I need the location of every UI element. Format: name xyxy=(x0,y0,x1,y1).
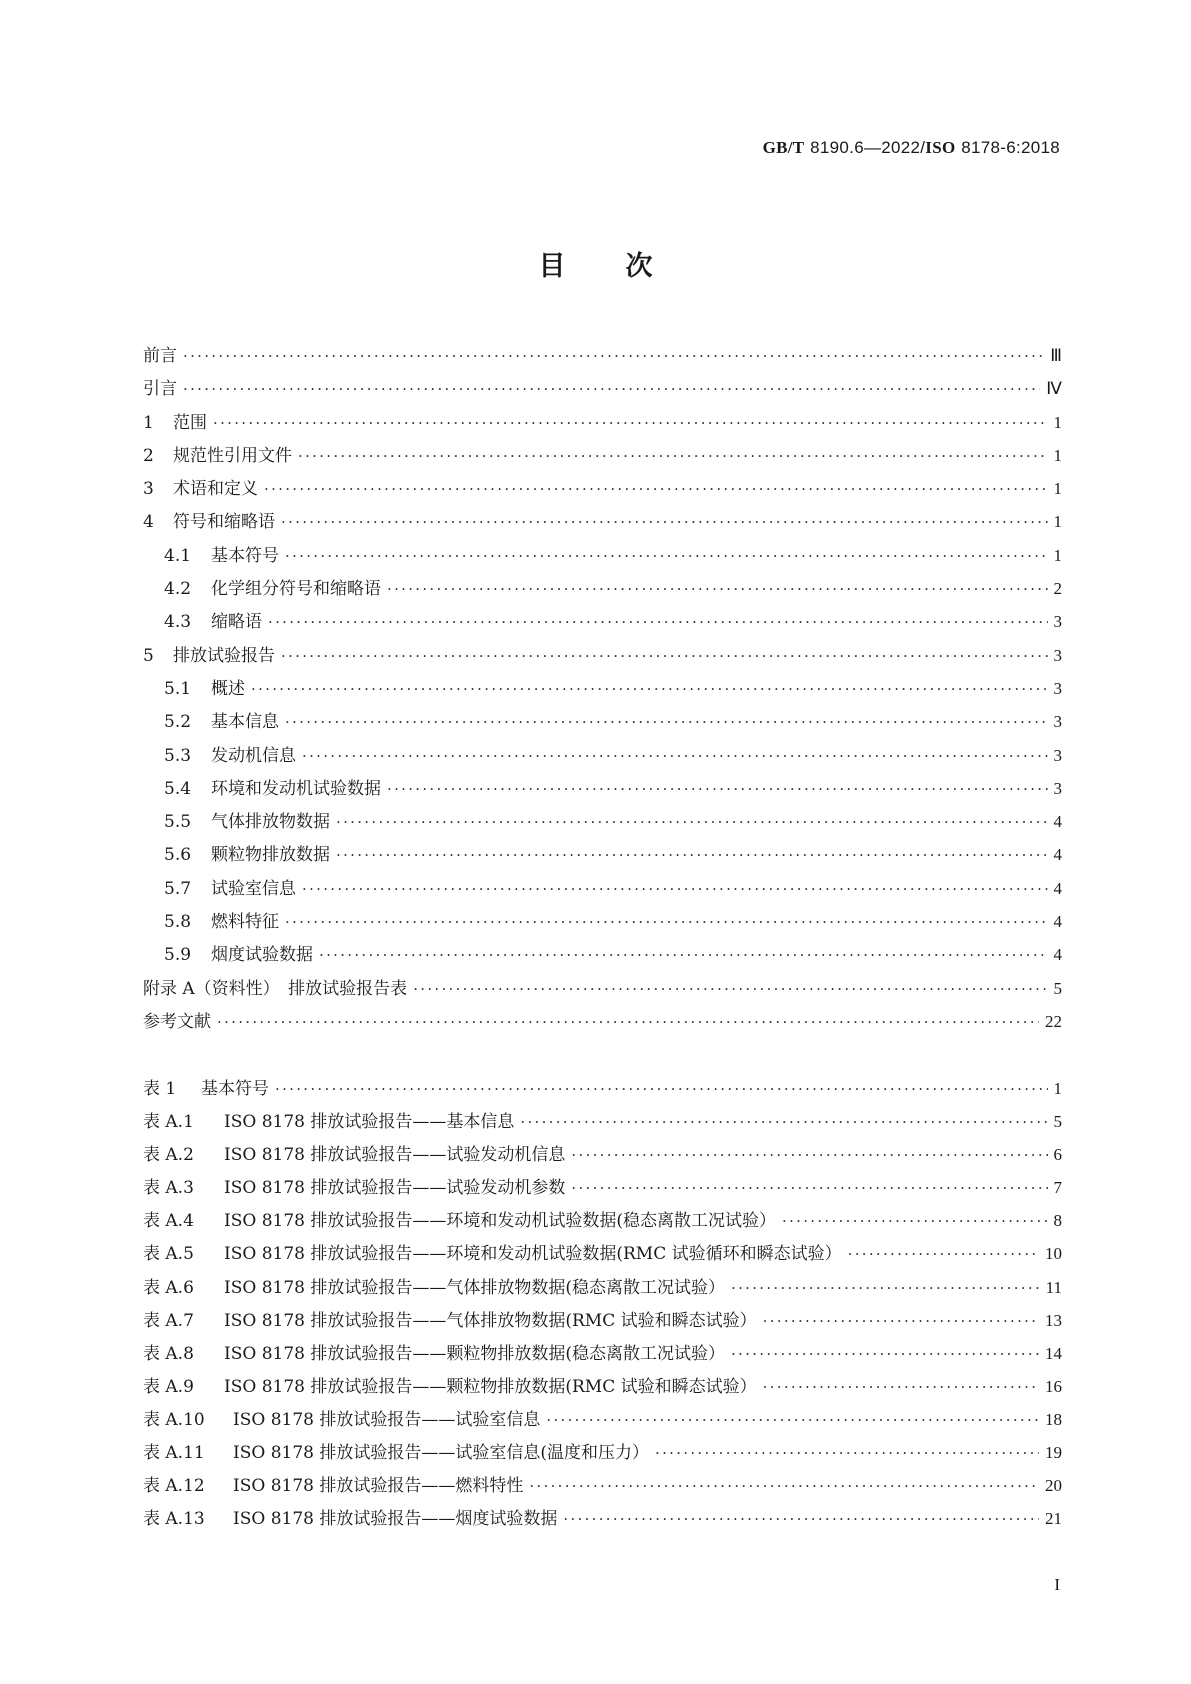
toc-entry[interactable] xyxy=(143,605,1062,638)
toc-entry-label: ISO 8178 排放试验报告——烟度试验数据 xyxy=(233,1509,558,1530)
toc-entry-number: 表 A.13 xyxy=(143,1509,205,1530)
toc-tables-list xyxy=(143,1072,1062,1535)
toc-entry[interactable] xyxy=(143,639,1062,672)
toc-entry-label: 排放试验报告 xyxy=(173,645,275,666)
leader-dots xyxy=(655,1437,1039,1470)
toc-entry[interactable] xyxy=(143,1469,1062,1502)
toc-entry-label: ISO 8178 排放试验报告——试验发动机信息 xyxy=(224,1145,566,1166)
toc-entry[interactable] xyxy=(143,805,1062,838)
leader-dots xyxy=(571,1139,1047,1172)
toc-main-list xyxy=(143,339,1062,1038)
toc-entry-label: 颗粒物排放数据 xyxy=(211,845,330,866)
toc-entry-label: ISO 8178 排放试验报告——颗粒物排放数据(稳态离散工况试验） xyxy=(224,1343,726,1364)
toc-entry-number: 表 A.7 xyxy=(143,1310,194,1331)
toc-entry-page: 1 xyxy=(1053,1079,1062,1098)
toc-entry-number: 表 A.6 xyxy=(143,1277,194,1298)
toc-entry-page: 1 xyxy=(1053,445,1062,465)
toc-entry[interactable] xyxy=(143,1204,1062,1237)
toc-entry[interactable] xyxy=(143,905,1062,938)
toc-entry[interactable] xyxy=(143,1171,1062,1204)
leader-dots xyxy=(546,1404,1039,1437)
toc-entry-page: 4 xyxy=(1053,945,1062,965)
toc-entry-label: ISO 8178 排放试验报告——气体排放物数据(RMC 试验和瞬态试验） xyxy=(224,1310,757,1331)
toc-entry-number: 5.4 xyxy=(164,778,192,799)
leader-dots xyxy=(285,706,1048,739)
toc-entry-page: 19 xyxy=(1045,1443,1062,1463)
toc-entry-number: 5.2 xyxy=(164,712,192,733)
leader-dots xyxy=(213,407,1048,440)
toc-entry-page: 21 xyxy=(1045,1509,1062,1529)
toc-entry[interactable] xyxy=(143,739,1062,772)
leader-dots xyxy=(731,1272,1040,1305)
toc-entry-page: 4 xyxy=(1053,878,1062,898)
toc-entry-page: 11 xyxy=(1045,1277,1062,1297)
toc-entry[interactable] xyxy=(143,1304,1062,1337)
toc-entry-page: 5 xyxy=(1053,1112,1062,1132)
toc-entry-number: 表 A.5 xyxy=(143,1244,194,1265)
toc-entry-page: 1 xyxy=(1053,545,1062,565)
toc-entry-number: 表 A.8 xyxy=(143,1343,194,1364)
toc-entry-number: 表 A.11 xyxy=(143,1443,205,1464)
leader-dots xyxy=(302,873,1048,906)
leader-dots xyxy=(520,1106,1047,1139)
toc-entry-label: 规范性引用文件 xyxy=(173,445,292,466)
toc-entry-page: 1 xyxy=(1053,512,1062,532)
toc-entry-page: 2 xyxy=(1053,579,1062,599)
toc-entry-label: ISO 8178 排放试验报告——试验室信息 xyxy=(233,1409,541,1430)
toc-entry-page: 6 xyxy=(1053,1145,1062,1165)
toc-entry-page: 14 xyxy=(1045,1343,1062,1363)
toc-entry[interactable] xyxy=(143,1337,1062,1370)
toc-entry-label: 试验室信息 xyxy=(211,878,296,899)
leader-dots xyxy=(251,673,1048,706)
leader-dots xyxy=(275,1073,1048,1106)
toc-entry-page: 3 xyxy=(1053,745,1062,765)
toc-entry[interactable] xyxy=(143,339,1062,372)
leader-dots xyxy=(281,640,1048,673)
leader-dots xyxy=(281,506,1048,539)
leader-dots xyxy=(302,740,1048,773)
toc-entry-label: 化学组分符号和缩略语 xyxy=(211,579,381,600)
toc-entry-label: 参考文献 xyxy=(143,1011,211,1032)
leader-dots xyxy=(336,806,1048,839)
toc-entry-number: 4.2 xyxy=(164,579,192,600)
toc-entry-label: ISO 8178 排放试验报告——环境和发动机试验数据(RMC 试验循环和瞬态试验） xyxy=(224,1244,842,1265)
toc-entry[interactable] xyxy=(143,705,1062,738)
leader-dots xyxy=(763,1305,1039,1338)
toc-entry-number: 表 A.3 xyxy=(143,1178,194,1199)
toc-entry[interactable] xyxy=(143,1436,1062,1469)
leader-dots xyxy=(336,839,1048,872)
leader-dots xyxy=(285,540,1048,573)
toc-entry-number: 2 xyxy=(143,445,154,466)
leader-dots xyxy=(319,939,1048,972)
toc-entry-page: 4 xyxy=(1053,845,1062,865)
toc-entry-number: 4.3 xyxy=(164,612,192,633)
leader-dots xyxy=(782,1205,1047,1238)
toc-entry-number: 5.3 xyxy=(164,745,192,766)
leader-dots xyxy=(848,1238,1039,1271)
toc-entry-number: 5.9 xyxy=(164,945,192,966)
iso-number: 8178-6:2018 xyxy=(961,138,1060,157)
toc-entry[interactable] xyxy=(143,1237,1062,1270)
toc-entry-label: 基本符号 xyxy=(211,545,279,566)
leader-dots xyxy=(285,906,1048,939)
toc-entry-page: 5 xyxy=(1053,978,1062,998)
toc-entry-page: 20 xyxy=(1045,1476,1062,1496)
toc-entry[interactable] xyxy=(143,772,1062,805)
toc-entry[interactable] xyxy=(143,972,1062,1005)
toc-entry-number: 4 xyxy=(143,512,154,533)
page-folio: I xyxy=(1054,1575,1060,1594)
toc-entry-number: 表 A.4 xyxy=(143,1211,194,1232)
toc-entry-label: ISO 8178 排放试验报告——试验室信息(温度和压力） xyxy=(233,1443,650,1464)
leader-dots xyxy=(183,340,1044,373)
toc-entry[interactable] xyxy=(143,472,1062,505)
toc-entry[interactable] xyxy=(143,1271,1062,1304)
toc-entry-number: 5.5 xyxy=(164,812,192,833)
toc-entry-label: 环境和发动机试验数据 xyxy=(211,778,381,799)
toc-entry-label: 基本符号 xyxy=(201,1079,269,1099)
toc-entry-number: 3 xyxy=(143,479,154,500)
toc-entry-label: 发动机信息 xyxy=(211,745,296,766)
leader-dots xyxy=(217,1006,1039,1039)
toc-entry[interactable] xyxy=(143,938,1062,971)
toc-entry-number: 表 A.9 xyxy=(143,1376,194,1397)
toc-entry-label: ISO 8178 排放试验报告——燃料特性 xyxy=(233,1476,524,1497)
toc-entry[interactable] xyxy=(143,1105,1062,1138)
toc-entry-label: ISO 8178 排放试验报告——基本信息 xyxy=(224,1112,515,1133)
toc-entry-number: 5.1 xyxy=(164,678,192,699)
toc-entry-page: Ⅲ xyxy=(1050,346,1062,365)
toc-entry-label: 引言 xyxy=(143,379,177,400)
toc-entry[interactable] xyxy=(143,372,1062,405)
leader-dots xyxy=(563,1503,1039,1536)
toc-entry-page: 3 xyxy=(1053,712,1062,732)
leader-dots xyxy=(413,973,1047,1006)
leader-dots xyxy=(731,1338,1039,1371)
toc-entry-label: 符号和缩略语 xyxy=(173,512,275,533)
toc-entry-number: 表 A.1 xyxy=(143,1112,194,1133)
toc-entry-number: 表 A.10 xyxy=(143,1409,205,1430)
leader-dots xyxy=(264,473,1048,506)
toc-entry[interactable] xyxy=(143,1502,1062,1535)
leader-dots xyxy=(387,773,1048,806)
toc-entry-page: 4 xyxy=(1053,812,1062,832)
toc-entry-label: ISO 8178 排放试验报告——环境和发动机试验数据(稳态离散工况试验） xyxy=(224,1211,777,1232)
iso-prefix: ISO xyxy=(925,138,956,157)
toc-entry-page: 22 xyxy=(1045,1011,1062,1031)
toc-entry-page: 1 xyxy=(1053,479,1062,499)
toc-entry-number: 4.1 xyxy=(164,545,192,566)
leader-dots xyxy=(387,573,1048,606)
standard-code-header xyxy=(763,138,1060,158)
toc-entry-page: 16 xyxy=(1045,1376,1062,1396)
toc-entry-page: 1 xyxy=(1053,412,1062,432)
toc-entry-page: 4 xyxy=(1053,912,1062,932)
toc-entry[interactable] xyxy=(143,1138,1062,1171)
toc-entry[interactable] xyxy=(143,872,1062,905)
toc-entry-label: 附录 A（资料性） 排放试验报告表 xyxy=(143,978,408,999)
leader-dots xyxy=(298,440,1048,473)
toc-entry[interactable] xyxy=(143,672,1062,705)
toc-entry[interactable] xyxy=(143,572,1062,605)
toc-entry-page: 3 xyxy=(1053,612,1062,632)
toc-entry[interactable] xyxy=(143,1072,1062,1105)
toc-entry-number: 5.8 xyxy=(164,912,192,933)
gb-prefix: GB/T xyxy=(762,138,805,157)
toc-entry-page: 3 xyxy=(1053,778,1062,798)
toc-entry[interactable] xyxy=(143,406,1062,439)
toc-entry[interactable] xyxy=(143,1403,1062,1436)
toc-entry-label: 范围 xyxy=(173,412,207,433)
toc-entry-number: 表 A.2 xyxy=(143,1145,194,1166)
toc-entry[interactable] xyxy=(143,1005,1062,1038)
toc-entry-number: 表 A.12 xyxy=(143,1476,205,1497)
gb-number: 8190.6—2022/ xyxy=(810,138,926,157)
toc-entry-label: 烟度试验数据 xyxy=(211,945,313,966)
leader-dots xyxy=(268,606,1048,639)
page-title: 目次 xyxy=(538,251,713,282)
toc-entry-page: 3 xyxy=(1053,645,1062,665)
toc-entry-label: 缩略语 xyxy=(211,612,262,633)
toc-entry-label: ISO 8178 排放试验报告——颗粒物排放数据(RMC 试验和瞬态试验） xyxy=(224,1376,757,1397)
toc-entry-page: 3 xyxy=(1053,678,1062,698)
toc-entry-number: 1 xyxy=(143,412,154,433)
toc-entry-number: 5.7 xyxy=(164,878,192,899)
toc-entry-label: 气体排放物数据 xyxy=(211,812,330,833)
toc-entry-label: 前言 xyxy=(143,346,177,366)
toc-entry[interactable] xyxy=(143,439,1062,472)
toc-entry-label: 基本信息 xyxy=(211,712,279,733)
toc-entry-number: 表 1 xyxy=(143,1079,177,1099)
toc-entry-label: 燃料特征 xyxy=(211,912,279,933)
leader-dots xyxy=(763,1371,1039,1404)
toc-entry-label: ISO 8178 排放试验报告——试验发动机参数 xyxy=(224,1178,566,1199)
toc-entry-number: 5.6 xyxy=(164,845,192,866)
toc-entry[interactable] xyxy=(143,505,1062,538)
toc-entry-page: 10 xyxy=(1045,1244,1062,1264)
toc-entry[interactable] xyxy=(143,1370,1062,1403)
toc-entry[interactable] xyxy=(143,838,1062,871)
toc-entry-page: 8 xyxy=(1053,1211,1062,1231)
toc-entry-label: 术语和定义 xyxy=(173,479,258,500)
toc-entry-number: 5 xyxy=(143,645,154,666)
toc-entry-page: Ⅳ xyxy=(1046,379,1062,399)
leader-dots xyxy=(529,1470,1039,1503)
toc-entry[interactable] xyxy=(143,539,1062,572)
leader-dots xyxy=(183,373,1040,406)
toc-entry-page: 18 xyxy=(1045,1409,1062,1429)
leader-dots xyxy=(571,1172,1047,1205)
toc-entry-label: ISO 8178 排放试验报告——气体排放物数据(稳态离散工况试验） xyxy=(224,1277,726,1298)
toc-entry-page: 7 xyxy=(1053,1178,1062,1198)
toc-entry-page: 13 xyxy=(1045,1310,1062,1330)
toc-entry-label: 概述 xyxy=(211,678,245,699)
